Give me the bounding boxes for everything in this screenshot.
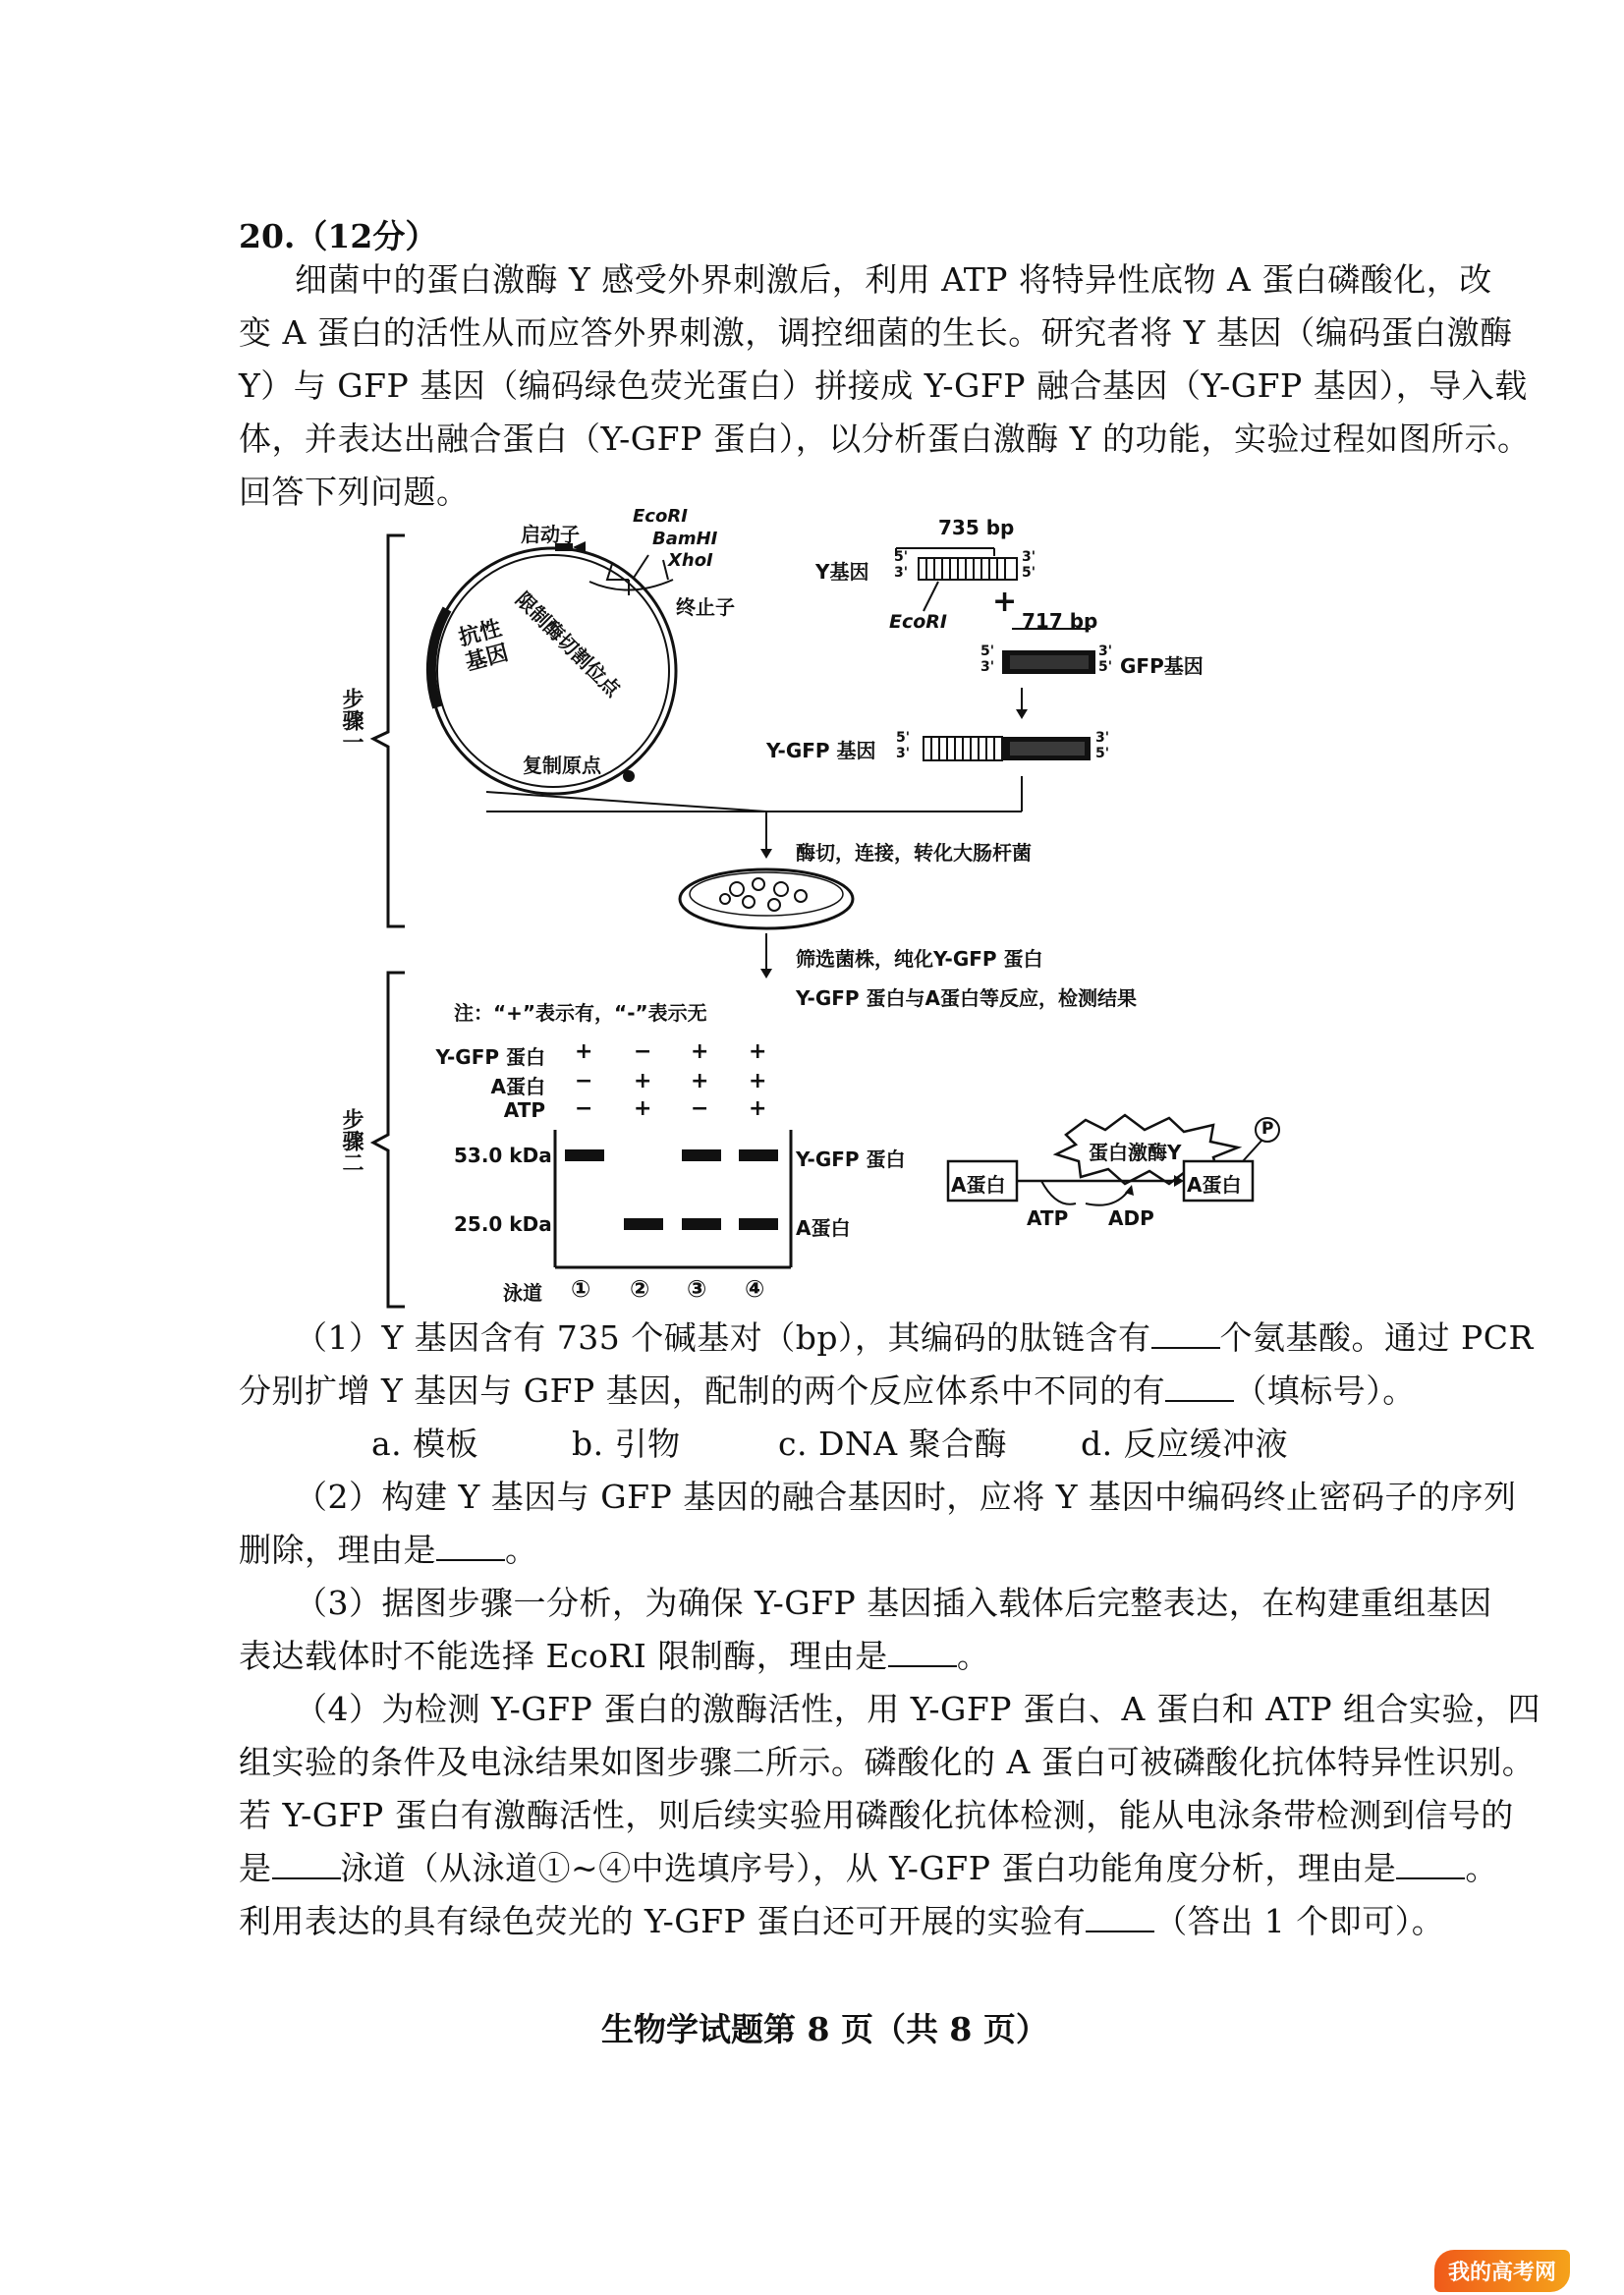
- intro-line-2: 变 A 蛋白的活性从而应答外界刺激，调控细菌的生长。研究者将 Y 基因（编码蛋白激酶: [239, 313, 1513, 352]
- q1-option-d: d. 反应缓冲液: [1081, 1425, 1289, 1463]
- q4-line-4: [239, 1842, 1498, 1894]
- q4-line-5: [239, 1895, 1444, 1947]
- fusion-gene-bar: [924, 737, 1091, 760]
- q3-line-2: [239, 1630, 989, 1682]
- sign-a-lane1: −: [575, 1069, 593, 1093]
- plus-sign: +: [992, 585, 1018, 619]
- q3-text-b: 表达载体时不能选择 EcoRI 限制酶，理由是: [239, 1637, 888, 1675]
- q3-blank[interactable]: [888, 1638, 957, 1667]
- gel-row-label-atp: ATP: [503, 1098, 545, 1122]
- adp-label: ADP: [1108, 1206, 1154, 1230]
- q1-text-d: （填标号）。: [1234, 1371, 1416, 1410]
- fusion-3prime-bottom: 3': [896, 746, 911, 761]
- watermark-logo: 我的高考网: [1434, 2250, 1570, 2292]
- substrate-label: A蛋白: [951, 1173, 1006, 1197]
- lane-word: 泳道: [503, 1281, 542, 1305]
- q4-line-1: （4）为检测 Y-GFP 蛋白的激酶活性，用 Y-GFP 蛋白、A 蛋白和 ATP 组合实验，四: [295, 1690, 1541, 1728]
- q1-text-a: （1）Y 基因含有 735 个碱基对（bp），其编码的肽链含有: [295, 1318, 1151, 1357]
- q3-line-1: （3）据图步骤一分析，为确保 Y-GFP 基因插入载体后完整表达，在构建重组基因: [295, 1584, 1492, 1622]
- flow-step-c: Y-GFP 蛋白与A蛋白等反应，检测结果: [796, 986, 1138, 1010]
- q4-line-2: 组实验的条件及电泳结果如图步骤二所示。磷酸化的 A 蛋白可被磷酸化抗体特异性识别。: [239, 1743, 1536, 1781]
- flow-step-b: 筛选菌株，纯化Y-GFP 蛋白: [796, 947, 1043, 971]
- q1-blank-2[interactable]: [1165, 1372, 1234, 1402]
- y-gene-5prime-top: 5': [894, 549, 909, 565]
- q1-option-a: a. 模板: [371, 1425, 479, 1463]
- resistance-gene-label: 抗性基因: [456, 616, 512, 676]
- q4-text-e2: （答出 1 个即可）。: [1154, 1902, 1445, 1940]
- lane-4-label: ④: [745, 1275, 765, 1303]
- band-lane4-low: [739, 1218, 778, 1230]
- xhoi-site-label: XhoI: [668, 550, 713, 571]
- sign-ygfp-lane2: −: [634, 1039, 652, 1064]
- q1-option-b: b. 引物: [572, 1425, 681, 1463]
- y-gene-label: Y基因: [815, 560, 869, 584]
- fusion-gene-label: Y-GFP 基因: [766, 739, 876, 762]
- y-gene-5prime-bottom: 5': [1022, 565, 1036, 581]
- sign-a-lane2: +: [634, 1069, 652, 1093]
- step2-label: 步骤二: [339, 1108, 364, 1173]
- cut-sites-label: 限制酶切割位点: [511, 587, 626, 701]
- intro-line-4: 体，并表达出融合蛋白（Y-GFP 蛋白），以分析蛋白激酶 Y 的功能，实验过程如图所示。: [239, 420, 1531, 458]
- band-lane1-high: [565, 1149, 604, 1161]
- q1-blank-1[interactable]: [1151, 1319, 1220, 1349]
- terminator-label: 终止子: [676, 595, 735, 619]
- down-arrow-icon: [760, 969, 772, 979]
- phosphate-label: P: [1261, 1119, 1274, 1139]
- gfp-gene-length: 717 bp: [1022, 609, 1098, 633]
- marker-25kda: 25.0 kDa: [454, 1212, 552, 1236]
- q4-text-e1: 利用表达的具有绿色荧光的 Y-GFP 蛋白还可开展的实验有: [239, 1902, 1087, 1940]
- sign-a-lane4: +: [749, 1069, 767, 1093]
- q4-text-d2: 泳道（从泳道①~④中选填序号），从 Y-GFP 蛋白功能角度分析，理由是: [340, 1849, 1397, 1887]
- lane-2-label: ②: [630, 1275, 650, 1303]
- sign-ygfp-lane3: +: [691, 1039, 709, 1064]
- q1-text-c: 分别扩增 Y 基因与 GFP 基因，配制的两个反应体系中不同的有: [239, 1371, 1166, 1410]
- page-footer: 生物学试题第 8 页（共 8 页）: [601, 2010, 1048, 2048]
- q1-line-2: [239, 1365, 1416, 1417]
- down-arrow-icon: [760, 849, 772, 859]
- ecori-primer-label: EcoRI: [889, 611, 947, 633]
- y-gene-bar: [919, 558, 1017, 580]
- lane-3-label: ③: [687, 1275, 707, 1303]
- q4-text-d1: 是: [239, 1849, 272, 1887]
- question-title: 20.（12分）: [239, 217, 438, 255]
- gel-row-label-ygfp: Y-GFP 蛋白: [435, 1045, 545, 1069]
- y-gene-length: 735 bp: [938, 516, 1015, 539]
- gel-note: 注：“+”表示有，“-”表示无: [454, 1001, 707, 1025]
- sign-ygfp-lane4: +: [749, 1039, 767, 1064]
- sign-atp-lane4: +: [749, 1096, 767, 1121]
- band-lane3-high: [682, 1149, 721, 1161]
- petri-dish-icon: [680, 869, 853, 928]
- y-gene-3prime-bottom: 3': [894, 565, 909, 581]
- q4-blank-lanes[interactable]: [272, 1850, 341, 1879]
- y-gene-3prime-top: 3': [1022, 549, 1036, 565]
- sign-atp-lane2: +: [634, 1096, 652, 1121]
- fusion-5prime-top: 5': [896, 730, 911, 746]
- q4-blank-experiment[interactable]: [1086, 1903, 1154, 1932]
- q1-option-c: c. DNA 聚合酶: [778, 1425, 1008, 1463]
- intro-line-5: 回答下列问题。: [239, 473, 470, 511]
- gfp-5prime-top: 5': [980, 644, 995, 659]
- q2-line-2: [239, 1524, 538, 1576]
- band-label-a: A蛋白: [796, 1216, 851, 1240]
- band-lane4-high: [739, 1149, 778, 1161]
- ori-label: 复制原点: [523, 754, 601, 777]
- step1-bracket: [373, 535, 405, 926]
- kinase-label: 蛋白激酶Y: [1089, 1141, 1182, 1164]
- bamhi-site-label: BamHI: [652, 529, 718, 549]
- step2-bracket: [373, 973, 405, 1307]
- gel-row-label-a: A蛋白: [490, 1075, 545, 1098]
- band-lane3-low: [682, 1218, 721, 1230]
- flow-step-a: 酶切，连接，转化大肠杆菌: [796, 841, 1032, 865]
- promoter-label: 启动子: [521, 523, 580, 546]
- sign-a-lane3: +: [691, 1069, 709, 1093]
- band-lane2-low: [624, 1218, 663, 1230]
- marker-53kda: 53.0 kDa: [454, 1144, 552, 1167]
- ori-dot: [623, 770, 635, 782]
- lane-1-label: ①: [571, 1275, 591, 1303]
- q3-text-end: 。: [956, 1637, 990, 1675]
- gfp-3prime-bottom: 3': [980, 659, 995, 675]
- q1-line-1: [295, 1312, 1534, 1364]
- q4-blank-reason[interactable]: [1396, 1850, 1465, 1879]
- sign-atp-lane1: −: [575, 1096, 593, 1121]
- gfp-3prime-top: 3': [1098, 644, 1113, 659]
- intro-line-3: Y）与 GFP 基因（编码绿色荧光蛋白）拼接成 Y-GFP 融合基因（Y-GFP 基因），导入载: [239, 366, 1528, 405]
- q4-text-d3: 。: [1465, 1849, 1498, 1887]
- band-label-ygfp: Y-GFP 蛋白: [796, 1148, 906, 1171]
- q2-text-end: 。: [505, 1531, 538, 1569]
- ecori-site-label: EcoRI: [633, 506, 688, 527]
- q1-text-b: 个氨基酸。通过 PCR: [1219, 1318, 1534, 1357]
- down-arrow-icon: [1016, 709, 1028, 719]
- intro-line-1: 细菌中的蛋白激酶 Y 感受外界刺激后，利用 ATP 将特异性底物 A 蛋白磷酸化，改: [295, 260, 1492, 299]
- product-label: A蛋白: [1187, 1173, 1242, 1197]
- fusion-3prime-top: 3': [1095, 730, 1110, 746]
- fusion-5prime-bottom: 5': [1095, 746, 1110, 761]
- sign-ygfp-lane1: +: [575, 1039, 593, 1064]
- step1-label: 步骤一: [339, 688, 364, 753]
- atp-label: ATP: [1027, 1206, 1069, 1230]
- q4-line-3: 若 Y-GFP 蛋白有激酶活性，则后续实验用磷酸化抗体检测，能从电泳条带检测到信号的: [239, 1796, 1514, 1834]
- sign-atp-lane3: −: [691, 1096, 709, 1121]
- q2-blank[interactable]: [436, 1532, 505, 1561]
- q2-line-1: （2）构建 Y 基因与 GFP 基因的融合基因时，应将 Y 基因中编码终止密码子的序列: [295, 1478, 1517, 1516]
- gfp-5prime-bottom: 5': [1098, 659, 1113, 675]
- gfp-gene-label: GFP基因: [1120, 654, 1204, 678]
- q2-text-b: 删除，理由是: [239, 1531, 436, 1569]
